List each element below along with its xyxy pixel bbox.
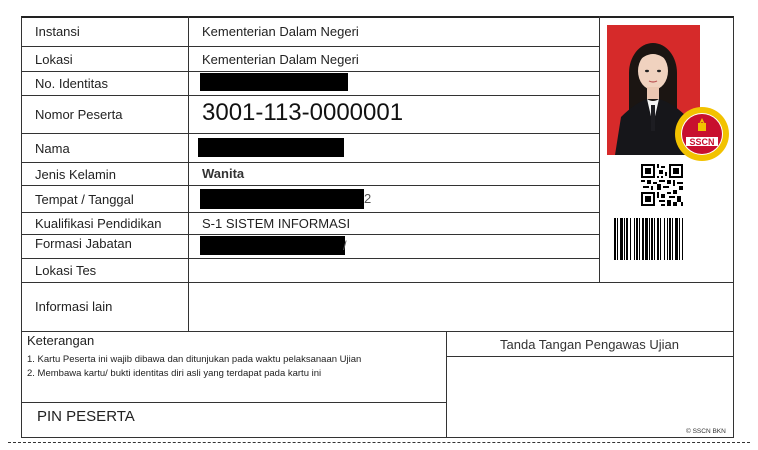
signature-label: Tanda Tangan Pengawas Ujian — [500, 337, 680, 352]
redacted-no-identitas — [200, 73, 348, 91]
label-nama: Nama — [35, 141, 70, 156]
svg-text:SSCN: SSCN — [689, 137, 715, 147]
value-lokasi: Kementerian Dalam Negeri — [202, 52, 359, 67]
label-column-divider — [188, 16, 189, 331]
keterangan-item-1: 1. Kartu Peserta ini wajib dibawa dan ditunjukan pada waktu pelaksanaan Ujian — [27, 354, 362, 365]
label-no-identitas: No. Identitas — [35, 76, 108, 91]
barcode — [614, 218, 720, 260]
redacted-tempat-tanggal — [200, 189, 364, 209]
redacted-nama — [198, 138, 344, 157]
value-instansi: Kementerian Dalam Negeri — [202, 24, 359, 39]
cut-line — [8, 442, 750, 443]
sscn-seal-logo — [674, 106, 730, 162]
value-tempat-tanggal-suffix: 2 — [364, 191, 372, 206]
label-instansi: Instansi — [35, 24, 80, 39]
label-lokasi-tes: Lokasi Tes — [35, 263, 97, 278]
value-nomor-peserta: 3001-113-0000001 — [202, 99, 404, 126]
keterangan-title: Keterangan — [27, 333, 95, 348]
pin-label: PIN PESERTA — [37, 408, 135, 425]
label-informasi-lain: Informasi lain — [35, 299, 113, 314]
footer-copyright: © SSCN BKN — [686, 428, 726, 435]
redacted-formasi — [200, 236, 345, 255]
label-lokasi: Lokasi — [35, 52, 73, 67]
value-kualifikasi: S-1 SISTEM INFORMASI — [202, 216, 351, 231]
value-formasi-suffix: / — [343, 238, 347, 253]
label-kualifikasi: Kualifikasi Pendidikan — [35, 216, 162, 231]
label-jenis-kelamin: Jenis Kelamin — [35, 167, 116, 182]
qr-code — [641, 164, 683, 206]
keterangan-item-2: 2. Membawa kartu/ bukti identitas diri asli yang terdapat pada kartu ini — [27, 368, 322, 379]
label-formasi: Formasi Jabatan — [35, 236, 132, 251]
photo-column-divider — [599, 16, 600, 282]
label-tempat-tanggal: Tempat / Tanggal — [35, 192, 134, 207]
label-nomor-peserta: Nomor Peserta — [35, 107, 123, 122]
value-jenis-kelamin: Wanita — [202, 166, 245, 181]
